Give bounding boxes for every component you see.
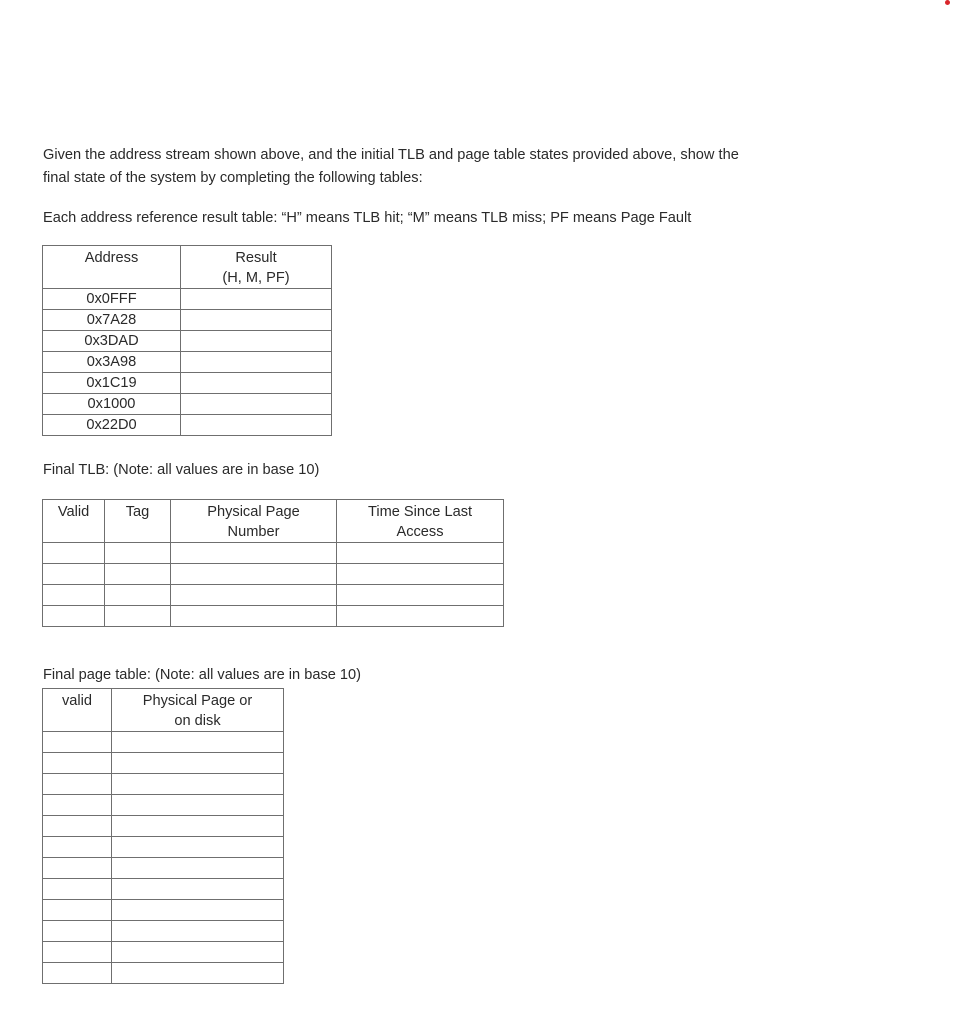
red-dot-marker xyxy=(945,0,950,5)
tlb-valid-header: Valid xyxy=(43,500,105,543)
page-table-row xyxy=(43,942,284,963)
page-table-physical-header xyxy=(112,689,284,732)
page-table-row xyxy=(43,753,284,774)
address-table-row xyxy=(43,352,332,373)
address-cell: 0x1C19 xyxy=(43,373,181,394)
address-cell: 0x7A28 xyxy=(43,310,181,331)
tlb-row xyxy=(43,543,504,564)
address-column-header: Address xyxy=(43,246,181,289)
page-table-row xyxy=(43,921,284,942)
address-cell: 0x3DAD xyxy=(43,331,181,352)
page-table-valid-cell[interactable] xyxy=(43,942,112,963)
page-table-row xyxy=(43,795,284,816)
tlb-tag-cell[interactable] xyxy=(105,606,171,627)
page-table-physical-cell[interactable] xyxy=(112,900,284,921)
tlb-time-cell[interactable] xyxy=(337,564,504,585)
tlb-header-row xyxy=(43,500,504,543)
tlb-ppn-cell[interactable] xyxy=(171,543,337,564)
address-table-row xyxy=(43,331,332,352)
page-table-valid-cell[interactable] xyxy=(43,921,112,942)
result-header-line-1: Result xyxy=(235,250,277,266)
tlb-valid-cell[interactable] xyxy=(43,543,105,564)
result-cell[interactable] xyxy=(181,415,332,436)
tlb-tag-cell[interactable] xyxy=(105,543,171,564)
page-table-row xyxy=(43,900,284,921)
page-table-valid-cell[interactable] xyxy=(43,753,112,774)
address-table-row xyxy=(43,415,332,436)
page-table-physical-header-line-2: on disk xyxy=(174,713,221,729)
result-legend: Each address reference result table: “H” means TLB hit; “M” means TLB miss; PF means Page Fault xyxy=(43,210,692,226)
page-table-row xyxy=(43,816,284,837)
result-cell[interactable] xyxy=(181,352,332,373)
result-column-header xyxy=(181,246,332,289)
tlb-valid-cell[interactable] xyxy=(43,585,105,606)
page-table-row xyxy=(43,732,284,753)
instructions-line-1: Given the address stream shown above, and the initial TLB and page table states provided above, show the xyxy=(43,147,739,163)
page-table-physical-cell[interactable] xyxy=(112,858,284,879)
tlb-ppn-header-line-1: Physical Page xyxy=(207,504,300,520)
page-table-valid-cell[interactable] xyxy=(43,900,112,921)
tlb-ppn-cell[interactable] xyxy=(171,564,337,585)
page-table-physical-cell[interactable] xyxy=(112,753,284,774)
final-page-table-caption: Final page table: (Note: all values are in base 10) xyxy=(43,667,362,683)
tlb-ppn-header xyxy=(171,500,337,543)
address-cell: 0x0FFF xyxy=(43,289,181,310)
page-table-row xyxy=(43,879,284,900)
final-tlb-table xyxy=(42,499,504,627)
page-table-physical-cell[interactable] xyxy=(112,879,284,900)
page-table-header-row xyxy=(43,689,284,732)
page-table-row xyxy=(43,774,284,795)
page-table-valid-cell[interactable] xyxy=(43,879,112,900)
page-table-valid-cell[interactable] xyxy=(43,858,112,879)
page-table-physical-header-line-1: Physical Page or xyxy=(142,693,253,709)
tlb-time-cell[interactable] xyxy=(337,606,504,627)
address-cell: 0x1000 xyxy=(43,394,181,415)
tlb-time-cell[interactable] xyxy=(337,543,504,564)
tlb-row xyxy=(43,606,504,627)
tlb-ppn-header-line-2: Number xyxy=(227,524,280,540)
page-table-physical-cell[interactable] xyxy=(112,816,284,837)
address-cell: 0x3A98 xyxy=(43,352,181,373)
address-cell: 0x22D0 xyxy=(43,415,181,436)
page-table-physical-cell[interactable] xyxy=(112,774,284,795)
address-table-row xyxy=(43,289,332,310)
address-table-row xyxy=(43,373,332,394)
result-header-line-2: (H, M, PF) xyxy=(222,270,290,286)
page-table-physical-cell[interactable] xyxy=(112,963,284,984)
page-table-physical-cell[interactable] xyxy=(112,795,284,816)
tlb-ppn-cell[interactable] xyxy=(171,606,337,627)
result-cell[interactable] xyxy=(181,394,332,415)
address-table-row xyxy=(43,310,332,331)
tlb-ppn-cell[interactable] xyxy=(171,585,337,606)
tlb-time-cell[interactable] xyxy=(337,585,504,606)
result-cell[interactable] xyxy=(181,373,332,394)
tlb-row xyxy=(43,585,504,606)
tlb-time-header-line-1: Time Since Last xyxy=(367,504,473,520)
page-table-physical-cell[interactable] xyxy=(112,942,284,963)
page-table-physical-cell[interactable] xyxy=(112,732,284,753)
instructions-paragraph xyxy=(43,144,739,190)
tlb-valid-cell[interactable] xyxy=(43,606,105,627)
result-cell[interactable] xyxy=(181,331,332,352)
address-table-row xyxy=(43,394,332,415)
final-tlb-caption: Final TLB: (Note: all values are in base 10) xyxy=(43,462,320,478)
page-table-row xyxy=(43,837,284,858)
tlb-row xyxy=(43,564,504,585)
page-table-row xyxy=(43,963,284,984)
result-cell[interactable] xyxy=(181,289,332,310)
page-table-valid-cell[interactable] xyxy=(43,732,112,753)
page-table-physical-cell[interactable] xyxy=(112,837,284,858)
page-table-physical-cell[interactable] xyxy=(112,921,284,942)
page-table-valid-cell[interactable] xyxy=(43,837,112,858)
tlb-tag-header: Tag xyxy=(105,500,171,543)
tlb-valid-cell[interactable] xyxy=(43,564,105,585)
final-page-table xyxy=(42,688,284,984)
instructions-line-2: final state of the system by completing the following tables: xyxy=(43,170,423,186)
tlb-time-header-line-2: Access xyxy=(396,524,444,540)
tlb-tag-cell[interactable] xyxy=(105,585,171,606)
page-table-row xyxy=(43,858,284,879)
result-cell[interactable] xyxy=(181,310,332,331)
address-result-table xyxy=(42,245,332,436)
page-table-valid-cell[interactable] xyxy=(43,774,112,795)
tlb-tag-cell[interactable] xyxy=(105,564,171,585)
page-table-valid-cell[interactable] xyxy=(43,795,112,816)
address-table-header-row xyxy=(43,246,332,289)
page-table-valid-header: valid xyxy=(43,689,112,732)
page-table-valid-cell[interactable] xyxy=(43,963,112,984)
tlb-time-header xyxy=(337,500,504,543)
page-table-valid-cell[interactable] xyxy=(43,816,112,837)
